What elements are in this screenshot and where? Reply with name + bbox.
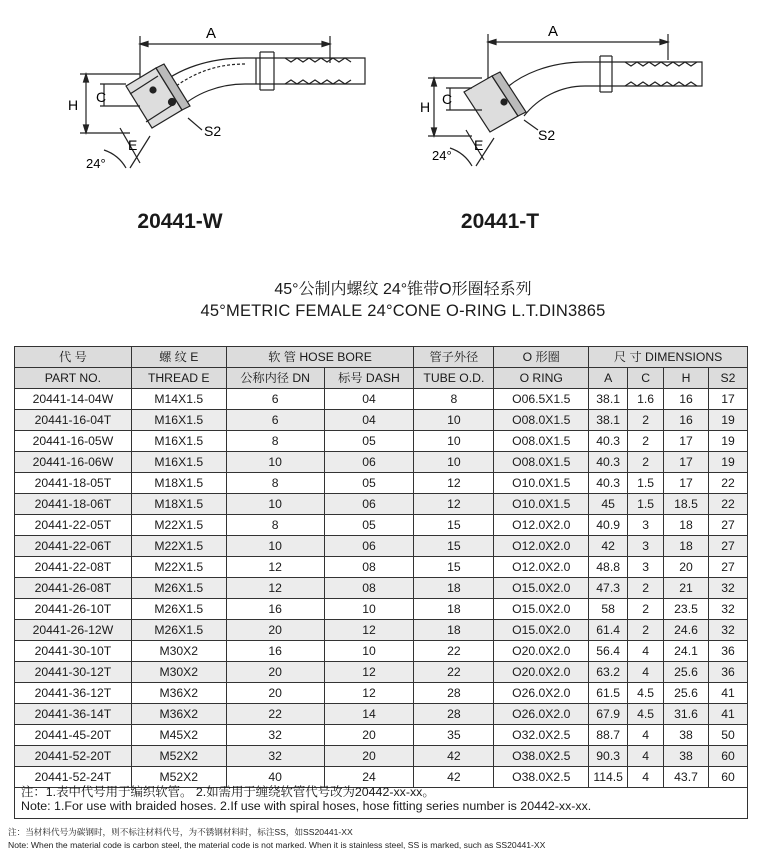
cell-dn: 8 — [226, 473, 324, 494]
cell-dim-a: 40.3 — [589, 452, 628, 473]
cell-dim-h: 17 — [664, 452, 709, 473]
dim-a-label: A — [548, 23, 559, 40]
cell-dim-a: 40.3 — [589, 473, 628, 494]
spec-table-body — [15, 389, 748, 788]
cell-dn: 16 — [226, 599, 324, 620]
cell-dn: 10 — [226, 494, 324, 515]
cell-part-no: 20441-22-05T — [15, 515, 132, 536]
cell-dim-a: 48.8 — [589, 557, 628, 578]
cell-tube-od: 15 — [414, 557, 494, 578]
cell-dn: 20 — [226, 620, 324, 641]
cell-tube-od: 10 — [414, 431, 494, 452]
cell-dim-h: 17 — [664, 473, 709, 494]
table-row — [15, 557, 748, 578]
cell-part-no: 20441-18-05T — [15, 473, 132, 494]
cell-part-no: 20441-36-14T — [15, 704, 132, 725]
dim-c-label: C — [96, 89, 107, 105]
cell-thread: M22X1.5 — [131, 536, 226, 557]
cell-dash: 08 — [324, 578, 414, 599]
cell-o-ring: O12.0X2.0 — [494, 536, 589, 557]
cell-dim-a: 90.3 — [589, 746, 628, 767]
cell-dn: 10 — [226, 536, 324, 557]
cell-tube-od: 28 — [414, 683, 494, 704]
table-row — [15, 578, 748, 599]
header-c: C — [628, 368, 664, 389]
cell-dn: 12 — [226, 557, 324, 578]
cell-tube-od: 35 — [414, 725, 494, 746]
table-row — [15, 389, 748, 410]
cell-part-no: 20441-26-10T — [15, 599, 132, 620]
cell-dash: 08 — [324, 557, 414, 578]
cell-dim-s2: 27 — [708, 557, 747, 578]
cell-dim-c: 3 — [628, 536, 664, 557]
cell-tube-od: 8 — [414, 389, 494, 410]
cell-dn: 10 — [226, 452, 324, 473]
cell-dim-a: 61.5 — [589, 683, 628, 704]
dim-e-label: E — [128, 137, 138, 153]
cell-dn: 6 — [226, 410, 324, 431]
table-row — [15, 662, 748, 683]
header-part-no-cn: 代 号 — [15, 347, 132, 368]
cell-dim-c: 3 — [628, 515, 664, 536]
cell-dim-h: 38 — [664, 746, 709, 767]
cell-dim-c: 2 — [628, 599, 664, 620]
cell-dim-c: 4 — [628, 641, 664, 662]
cell-dim-s2: 32 — [708, 578, 747, 599]
cell-dim-h: 43.7 — [664, 767, 709, 788]
cell-dash: 06 — [324, 494, 414, 515]
cell-dn: 8 — [226, 431, 324, 452]
cell-o-ring: O20.0X2.0 — [494, 641, 589, 662]
cell-tube-od: 42 — [414, 746, 494, 767]
cell-dim-h: 21 — [664, 578, 709, 599]
cell-dim-a: 67.9 — [589, 704, 628, 725]
header-row-top — [15, 347, 748, 368]
cell-thread: M26X1.5 — [131, 620, 226, 641]
cell-tube-od: 12 — [414, 494, 494, 515]
cell-dash: 04 — [324, 389, 414, 410]
cell-thread: M18X1.5 — [131, 473, 226, 494]
cell-dim-h: 23.5 — [664, 599, 709, 620]
header-h: H — [664, 368, 709, 389]
cell-thread: M22X1.5 — [131, 557, 226, 578]
cell-thread: M36X2 — [131, 683, 226, 704]
header-dn: 公称内径 DN — [226, 368, 324, 389]
cell-thread: M52X2 — [131, 767, 226, 788]
dim-h-label: H — [68, 97, 79, 113]
cell-dash: 10 — [324, 641, 414, 662]
cell-part-no: 20441-52-24T — [15, 767, 132, 788]
cell-part-no: 20441-14-04W — [15, 389, 132, 410]
table-row — [15, 704, 748, 725]
cell-tube-od: 22 — [414, 641, 494, 662]
cell-part-no: 20441-18-06T — [15, 494, 132, 515]
table-row — [15, 599, 748, 620]
footnote-en: Note: When the material code is carbon steel, the material code is not marked. When it is stainless steel, SS is marked, such as SS20441-XX — [8, 840, 546, 850]
header-hose-bore: 软 管 HOSE BORE — [226, 347, 414, 368]
cell-o-ring: O26.0X2.0 — [494, 704, 589, 725]
header-s2: S2 — [708, 368, 747, 389]
cell-o-ring: O12.0X2.0 — [494, 557, 589, 578]
cell-part-no: 20441-30-10T — [15, 641, 132, 662]
cell-dim-s2: 19 — [708, 410, 747, 431]
series-title-cn: 45°公制内螺纹 24°锥带O形圈轻系列 — [274, 281, 532, 298]
cell-o-ring: O10.0X1.5 — [494, 494, 589, 515]
cell-dn: 32 — [226, 725, 324, 746]
note-en: Note: 1.For use with braided hoses. 2.If use with spiral hoses, hose fitting series number is 20442-xx-xx. — [21, 799, 592, 813]
cell-dim-s2: 17 — [708, 389, 747, 410]
cell-thread: M26X1.5 — [131, 578, 226, 599]
cell-dim-s2: 22 — [708, 473, 747, 494]
cell-thread: M16X1.5 — [131, 410, 226, 431]
cell-dash: 05 — [324, 431, 414, 452]
model-label-w: 20441-W — [137, 210, 223, 233]
cell-dim-h: 25.6 — [664, 662, 709, 683]
cell-dn: 6 — [226, 389, 324, 410]
cell-dim-s2: 41 — [708, 704, 747, 725]
cell-dn: 32 — [226, 746, 324, 767]
cell-dim-h: 38 — [664, 725, 709, 746]
cell-dim-a: 42 — [589, 536, 628, 557]
cell-part-no: 20441-16-05W — [15, 431, 132, 452]
cell-dim-c: 4.5 — [628, 683, 664, 704]
cell-dim-s2: 50 — [708, 725, 747, 746]
dim-h-label: H — [420, 99, 431, 115]
cell-thread: M26X1.5 — [131, 599, 226, 620]
cell-dim-c: 2 — [628, 431, 664, 452]
cell-dim-a: 47.3 — [589, 578, 628, 599]
cell-o-ring: O08.0X1.5 — [494, 410, 589, 431]
cell-dash: 20 — [324, 746, 414, 767]
table-row — [15, 536, 748, 557]
header-row-bottom — [15, 368, 748, 389]
dim-s2-label: S2 — [538, 127, 556, 143]
table-row — [15, 410, 748, 431]
cell-tube-od: 15 — [414, 536, 494, 557]
cell-dim-a: 61.4 — [589, 620, 628, 641]
header-o-ring: O RING — [494, 368, 589, 389]
cell-dim-c: 4.5 — [628, 704, 664, 725]
drawing-20441-t — [420, 20, 720, 170]
table-row — [15, 473, 748, 494]
cell-o-ring: O06.5X1.5 — [494, 389, 589, 410]
fitting-t-diagram — [420, 20, 720, 170]
cell-dim-s2: 32 — [708, 599, 747, 620]
header-dash: 标号 DASH — [324, 368, 414, 389]
cell-dim-c: 4 — [628, 767, 664, 788]
header-tube-od: TUBE O.D. — [414, 368, 494, 389]
header-thread: THREAD E — [131, 368, 226, 389]
cell-dn: 16 — [226, 641, 324, 662]
header-dimensions: 尺 寸 DIMENSIONS — [589, 347, 748, 368]
cell-dim-a: 63.2 — [589, 662, 628, 683]
cell-thread: M18X1.5 — [131, 494, 226, 515]
table-row — [15, 452, 748, 473]
cell-dim-h: 17 — [664, 431, 709, 452]
cell-o-ring: O08.0X1.5 — [494, 431, 589, 452]
table-row — [15, 431, 748, 452]
header-thread-cn: 螺 纹 E — [131, 347, 226, 368]
notes-box — [14, 779, 748, 819]
cell-dim-s2: 27 — [708, 515, 747, 536]
header-a: A — [589, 368, 628, 389]
cell-dim-h: 18.5 — [664, 494, 709, 515]
cell-dn: 20 — [226, 662, 324, 683]
cell-dash: 06 — [324, 536, 414, 557]
table-row — [15, 746, 748, 767]
cell-dim-c: 2 — [628, 620, 664, 641]
cell-tube-od: 18 — [414, 599, 494, 620]
cell-dim-s2: 60 — [708, 767, 747, 788]
cell-dim-a: 38.1 — [589, 410, 628, 431]
cell-thread: M30X2 — [131, 662, 226, 683]
cell-dash: 05 — [324, 515, 414, 536]
cell-dash: 10 — [324, 599, 414, 620]
cell-dn: 20 — [226, 683, 324, 704]
cell-dim-h: 20 — [664, 557, 709, 578]
cell-part-no: 20441-26-08T — [15, 578, 132, 599]
cell-dash: 12 — [324, 683, 414, 704]
cell-dim-s2: 22 — [708, 494, 747, 515]
table-row — [15, 725, 748, 746]
cell-o-ring: O26.0X2.0 — [494, 683, 589, 704]
cell-dash: 20 — [324, 725, 414, 746]
cell-o-ring: O15.0X2.0 — [494, 620, 589, 641]
cell-tube-od: 10 — [414, 452, 494, 473]
cell-dash: 04 — [324, 410, 414, 431]
table-row — [15, 641, 748, 662]
cell-dim-s2: 36 — [708, 641, 747, 662]
cell-dim-a: 58 — [589, 599, 628, 620]
cell-dn: 12 — [226, 578, 324, 599]
cell-dim-c: 2 — [628, 452, 664, 473]
cell-dim-a: 38.1 — [589, 389, 628, 410]
cell-dim-a: 40.9 — [589, 515, 628, 536]
series-title-en: 45°METRIC FEMALE 24°CONE O-RING L.T.DIN3865 — [200, 302, 606, 320]
cell-dim-c: 4 — [628, 725, 664, 746]
cell-dim-h: 24.6 — [664, 620, 709, 641]
cell-part-no: 20441-30-12T — [15, 662, 132, 683]
cell-part-no: 20441-45-20T — [15, 725, 132, 746]
cell-o-ring: O32.0X2.5 — [494, 725, 589, 746]
cell-thread: M22X1.5 — [131, 515, 226, 536]
cell-part-no: 20441-22-06T — [15, 536, 132, 557]
cell-dn: 8 — [226, 515, 324, 536]
drawing-20441-w — [60, 18, 380, 178]
cell-dim-s2: 27 — [708, 536, 747, 557]
cell-dim-h: 18 — [664, 536, 709, 557]
header-tube-od-cn: 管子外径 — [414, 347, 494, 368]
header-part-no: PART NO. — [15, 368, 132, 389]
cell-thread: M14X1.5 — [131, 389, 226, 410]
cell-o-ring: O12.0X2.0 — [494, 515, 589, 536]
cell-dim-c: 4 — [628, 662, 664, 683]
cell-dim-h: 25.6 — [664, 683, 709, 704]
cell-dim-a: 40.3 — [589, 431, 628, 452]
cell-dim-h: 16 — [664, 389, 709, 410]
angle-label: 24° — [432, 148, 452, 163]
dim-e-label: E — [474, 137, 484, 153]
cell-o-ring: O15.0X2.0 — [494, 578, 589, 599]
cell-part-no: 20441-36-12T — [15, 683, 132, 704]
cell-tube-od: 22 — [414, 662, 494, 683]
cell-dim-s2: 60 — [708, 746, 747, 767]
fitting-w-diagram — [60, 18, 380, 178]
cell-dash: 05 — [324, 473, 414, 494]
cell-dim-s2: 32 — [708, 620, 747, 641]
cell-dim-a: 88.7 — [589, 725, 628, 746]
cell-o-ring: O08.0X1.5 — [494, 452, 589, 473]
cell-thread: M52X2 — [131, 746, 226, 767]
cell-dash: 06 — [324, 452, 414, 473]
angle-label: 24° — [86, 156, 106, 171]
cell-dim-a: 45 — [589, 494, 628, 515]
cell-dim-h: 16 — [664, 410, 709, 431]
cell-dim-c: 1.6 — [628, 389, 664, 410]
cell-o-ring: O20.0X2.0 — [494, 662, 589, 683]
cell-part-no: 20441-52-20T — [15, 746, 132, 767]
cell-dash: 12 — [324, 662, 414, 683]
cell-o-ring: O10.0X1.5 — [494, 473, 589, 494]
cell-dim-h: 18 — [664, 515, 709, 536]
spec-table — [14, 346, 748, 788]
cell-dim-c: 2 — [628, 578, 664, 599]
cell-dim-s2: 41 — [708, 683, 747, 704]
cell-dash: 12 — [324, 620, 414, 641]
cell-dim-c: 3 — [628, 557, 664, 578]
cell-o-ring: O38.0X2.5 — [494, 746, 589, 767]
cell-dn: 40 — [226, 767, 324, 788]
cell-tube-od: 28 — [414, 704, 494, 725]
cell-dim-c: 1.5 — [628, 494, 664, 515]
cell-dim-s2: 19 — [708, 452, 747, 473]
cell-dash: 24 — [324, 767, 414, 788]
cell-o-ring: O38.0X2.5 — [494, 767, 589, 788]
cell-dim-c: 4 — [628, 746, 664, 767]
cell-dim-h: 31.6 — [664, 704, 709, 725]
cell-thread: M16X1.5 — [131, 452, 226, 473]
dim-s2-label: S2 — [204, 123, 222, 139]
cell-dash: 14 — [324, 704, 414, 725]
footnote-cn: 注：当材料代号为碳钢时，则不标注材料代号，为不锈钢材料时，标注SS，如SS20441-XX — [8, 827, 353, 837]
cell-tube-od: 42 — [414, 767, 494, 788]
cell-o-ring: O15.0X2.0 — [494, 599, 589, 620]
note-cn: 注：1.表中代号用于编织软管。 2.如需用于缠绕软管代号改为20442-xx-xx。 — [21, 785, 435, 799]
cell-thread: M16X1.5 — [131, 431, 226, 452]
cell-thread: M30X2 — [131, 641, 226, 662]
cell-dim-a: 56.4 — [589, 641, 628, 662]
table-row — [15, 620, 748, 641]
cell-dim-a: 114.5 — [589, 767, 628, 788]
cell-thread: M36X2 — [131, 704, 226, 725]
cell-tube-od: 18 — [414, 578, 494, 599]
cell-dim-c: 1.5 — [628, 473, 664, 494]
cell-tube-od: 10 — [414, 410, 494, 431]
cell-tube-od: 15 — [414, 515, 494, 536]
cell-dim-s2: 19 — [708, 431, 747, 452]
cell-part-no: 20441-22-08T — [15, 557, 132, 578]
model-label-t: 20441-T — [460, 210, 540, 233]
header-o-ring-cn: O 形圈 — [494, 347, 589, 368]
cell-part-no: 20441-16-04T — [15, 410, 132, 431]
cell-tube-od: 18 — [414, 620, 494, 641]
cell-tube-od: 12 — [414, 473, 494, 494]
cell-part-no: 20441-16-06W — [15, 452, 132, 473]
cell-dim-s2: 36 — [708, 662, 747, 683]
cell-thread: M45X2 — [131, 725, 226, 746]
dim-c-label: C — [442, 91, 453, 107]
dim-a-label: A — [206, 25, 217, 42]
table-row — [15, 494, 748, 515]
cell-dn: 22 — [226, 704, 324, 725]
cell-dim-c: 2 — [628, 410, 664, 431]
cell-part-no: 20441-26-12W — [15, 620, 132, 641]
table-row — [15, 683, 748, 704]
cell-dim-h: 24.1 — [664, 641, 709, 662]
table-row — [15, 515, 748, 536]
